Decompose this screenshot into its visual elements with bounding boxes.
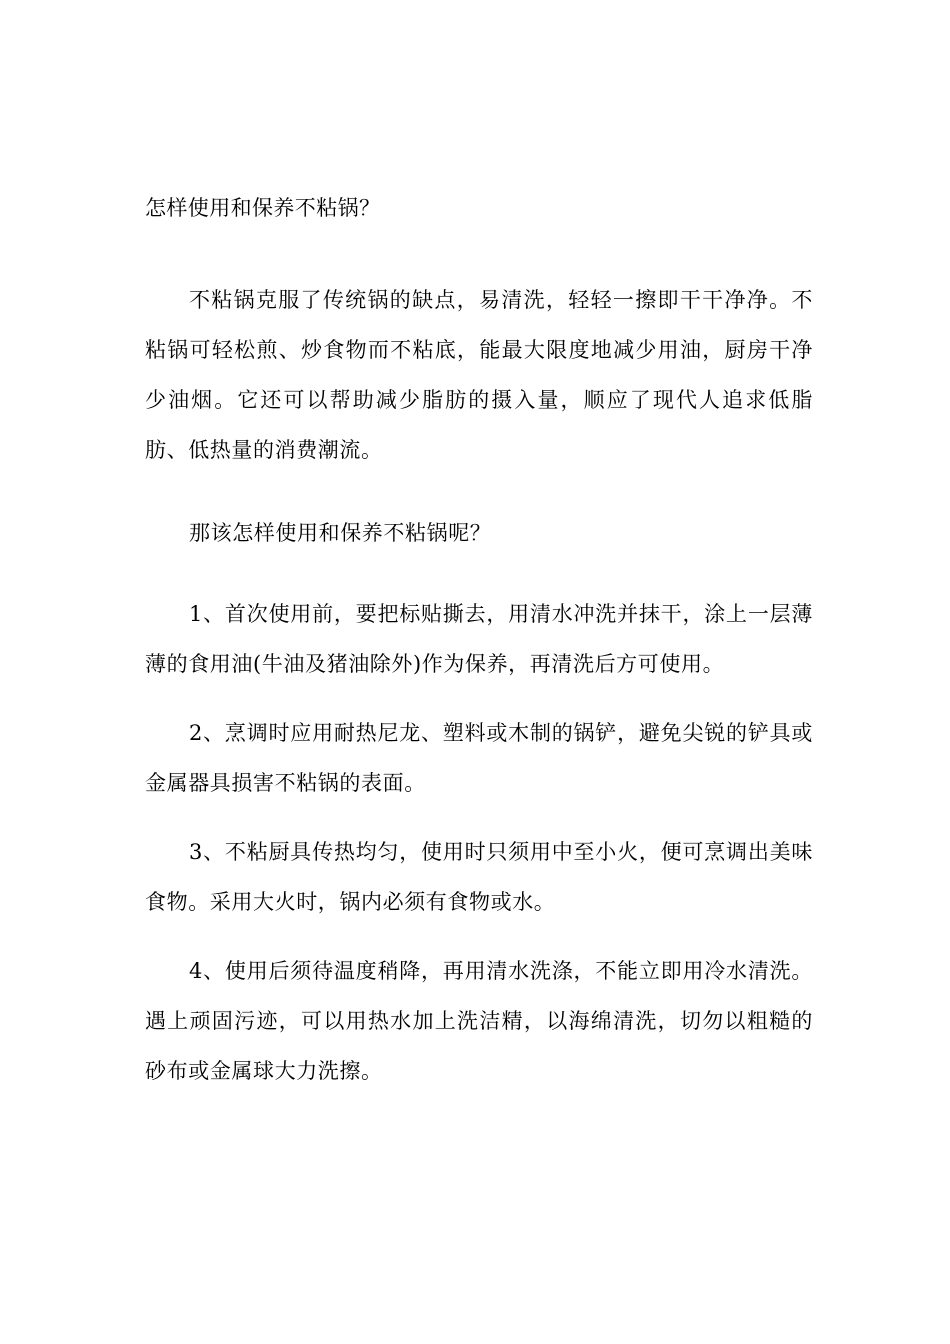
document-title: 怎样使用和保养不粘锅？	[145, 196, 381, 220]
document-body	[145, 192, 813, 1096]
paragraph-intro: 不粘锅克服了传统锅的缺点，易清洗，轻轻一擦即干干净净。不粘锅可轻松煎、炒食物而不粘底，能最大限度地减少用油，厨房干净少油烟。它还可以帮助减少脂肪的摄入量，顺应了现代人追求低脂肪、低热量的消费潮流。	[145, 288, 813, 462]
paragraph-tip-4: 4、使用后须待温度稍降，再用清水洗涤，不能立即用冷水清洗。遇上顽固污迹，可以用热水加上洗洁精，以海绵清洗，切勿以粗糙的砂布或金属球大力洗擦。	[145, 959, 813, 1083]
paragraph-tip-3: 3、不粘厨具传热均匀，使用时只须用中至小火，便可烹调出美味食物。采用大火时，锅内必须有食物或水。	[145, 840, 813, 914]
paragraph-tip-1: 1、首次使用前，要把标贴撕去，用清水冲洗并抹干，涂上一层薄薄的食用油(牛油及猪油除外)作为保养，再清洗后方可使用。	[145, 602, 813, 676]
paragraph-tip-2: 2、烹调时应用耐热尼龙、塑料或木制的锅铲，避免尖锐的铲具或金属器具损害不粘锅的表面。	[145, 721, 813, 795]
paragraph-question: 那该怎样使用和保养不粘锅呢？	[189, 521, 492, 545]
